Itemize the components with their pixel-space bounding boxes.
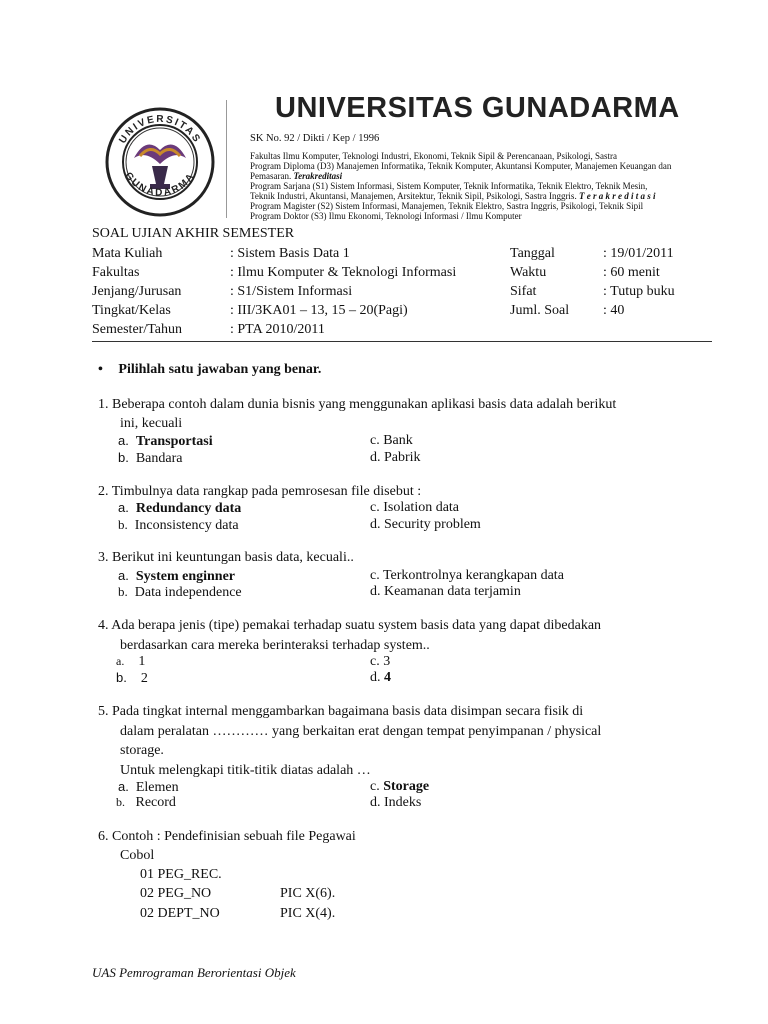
header-line-5-text: Teknik Industri, Akuntansi, Manajemen, Arsitektur, Teknik Sipil, Psikologi, Sastra Inggris.	[250, 191, 577, 201]
option-b-text: Bandara	[135, 451, 183, 466]
info-value: : Sistem Basis Data 1	[230, 246, 350, 261]
question-4-line-2: berdasarkan cara mereka berinteraksi terhadap system..	[120, 638, 430, 653]
header-line-3-text: Pemasaran.	[250, 171, 292, 181]
option-a: a. Transportasi	[118, 433, 213, 449]
logo-text-bottom: GUNADARMA	[122, 170, 198, 199]
code-line-2-pic: PIC X(6).	[280, 886, 336, 901]
option-c: c. 3	[370, 654, 391, 669]
info-label: Semester/Tahun	[92, 322, 182, 337]
info-value: : III/3KA01 – 13, 15 – 20(Pagi)	[230, 303, 408, 318]
info-label: Jenjang/Jurusan	[92, 284, 182, 299]
bullet-icon: •	[98, 362, 103, 377]
page-footer: UAS Pemrograman Berorientasi Objek	[92, 965, 296, 980]
option-a: a. Elemen	[118, 779, 179, 795]
option-c	[370, 779, 429, 795]
option-d: d. Keamanan data terjamin	[370, 584, 521, 599]
header-line-3	[250, 171, 342, 182]
info-value: : PTA 2010/2011	[230, 322, 325, 337]
option-a-text: Redundancy data	[135, 501, 242, 516]
info-value: : S1/Sistem Informasi	[230, 284, 353, 299]
option-c: c. Terkontrolnya kerangkapan data	[370, 568, 564, 583]
option-b: b. 2	[116, 670, 148, 686]
header-line-5	[250, 191, 655, 202]
code-line-3-name: 02 DEPT_NO	[140, 906, 220, 921]
logo-text-top: UNIVERSITAS	[117, 113, 203, 146]
option-d	[370, 670, 391, 686]
info-label: Sifat	[510, 284, 537, 299]
option-d-prefix: d.	[370, 670, 381, 685]
info-value: : Ilmu Komputer & Teknologi Informasi	[230, 265, 457, 280]
question-6-line-2: Cobol	[120, 848, 155, 863]
header-line-7: Program Doktor (S3) Ilmu Ekonomi, Teknologi Informasi / Ilmu Komputer	[250, 211, 522, 221]
info-value: : 40	[603, 303, 625, 318]
option-b-text: 2	[140, 671, 148, 686]
university-title: UNIVERSITAS GUNADARMA	[275, 92, 680, 124]
question-2-line-1: 2. Timbulnya data rangkap pada pemrosesan file disebut :	[98, 484, 422, 499]
option-c: c. Isolation data	[370, 500, 460, 515]
option-d: d. Indeks	[370, 795, 422, 810]
option-a-text: System enginner	[135, 569, 236, 584]
option-a: a. System enginner	[118, 568, 236, 584]
code-line-1: 01 PEG_REC.	[140, 867, 222, 882]
accreditation-label-2: T e r a k r e d i t a s i	[578, 191, 656, 201]
option-c-text: Storage	[383, 779, 430, 794]
info-label: Waktu	[510, 265, 547, 280]
option-b: b. Data independence	[118, 584, 242, 600]
info-value: : Tutup buku	[603, 284, 675, 299]
question-1-line-2: ini, kecuali	[120, 416, 183, 431]
question-1-line-1: 1. Beberapa contoh dalam dunia bisnis yang menggunakan aplikasi basis data adalah berikut	[98, 397, 617, 412]
option-a-text: Elemen	[135, 780, 179, 795]
info-value: : 19/01/2011	[603, 246, 674, 261]
option-b: b. Record	[116, 795, 176, 810]
option-a: a. Redundancy data	[118, 500, 242, 516]
option-b: b. Bandara	[118, 450, 183, 466]
option-a-text: 1	[138, 654, 146, 669]
option-b-text: Record	[135, 795, 176, 810]
university-logo	[104, 106, 216, 218]
option-b-text: Inconsistency data	[134, 518, 239, 533]
option-d: d. Security problem	[370, 517, 481, 532]
info-value: : 60 menit	[603, 265, 660, 280]
info-label: Juml. Soal	[510, 303, 570, 318]
question-5-line-1: 5. Pada tingkat internal menggambarkan bagaimana basis data disimpan secara fisik di	[98, 704, 584, 719]
code-line-3-pic: PIC X(4).	[280, 906, 336, 921]
exam-title: SOAL UJIAN AKHIR SEMESTER	[92, 226, 295, 241]
info-label: Mata Kuliah	[92, 246, 163, 261]
question-5-line-3: storage.	[120, 743, 164, 758]
option-a: a. 1	[116, 654, 146, 669]
question-5-line-2: dalam peralatan ………… yang berkaitan erat dengan tempat penyimpanan / physical	[120, 724, 602, 739]
question-4-line-1: 4. Ada berapa jenis (tipe) pemakai terhadap suatu system basis data yang dapat dibedakan	[98, 618, 602, 633]
question-3-line-1: 3. Berikut ini keuntungan basis data, kecuali..	[98, 550, 354, 565]
header-line-4: Program Sarjana (S1) Sistem Informasi, Sistem Komputer, Teknik Informatika, Teknik Elektro, Teknik Mesin,	[250, 181, 648, 191]
header-line-2: Program Diploma (D3) Manajemen Informatika, Teknik Komputer, Akuntansi Komputer, Manajemen Keuangan dan	[250, 161, 672, 171]
header-line-6: Program Magister (S2) Sistem Informasi, Manajemen, Teknik Elektro, Sastra Inggris, Psikologi, Teknik Sipil	[250, 201, 644, 211]
instruction	[98, 362, 321, 378]
option-d: d. Pabrik	[370, 450, 421, 465]
option-d-text: 4	[384, 670, 391, 685]
option-b: b. Inconsistency data	[118, 517, 239, 533]
header-divider	[226, 100, 227, 218]
option-b-text: Data independence	[134, 585, 242, 600]
option-c: c. Bank	[370, 433, 413, 448]
header-line-1: Fakultas Ilmu Komputer, Teknologi Industri, Ekonomi, Teknik Sipil & Perencanaan, Psikologi, Sastra	[250, 151, 618, 161]
info-label: Tanggal	[510, 246, 555, 261]
header-rule	[92, 341, 712, 342]
question-6-line-1: 6. Contoh : Pendefinisian sebuah file Pegawai	[98, 829, 356, 844]
accreditation-label: Terakreditasi	[293, 171, 343, 181]
info-label: Tingkat/Kelas	[92, 303, 171, 318]
option-c-prefix: c.	[370, 779, 380, 794]
code-line-2-name: 02 PEG_NO	[140, 886, 212, 901]
option-a-text: Transportasi	[135, 434, 213, 449]
info-label: Fakultas	[92, 265, 140, 280]
question-5-line-4: Untuk melengkapi titik-titik diatas adalah …	[120, 763, 371, 778]
instruction-text: Pilihlah satu jawaban yang benar.	[118, 362, 322, 377]
sk-number: SK No. 92 / Dikti / Kep / 1996	[250, 133, 380, 144]
